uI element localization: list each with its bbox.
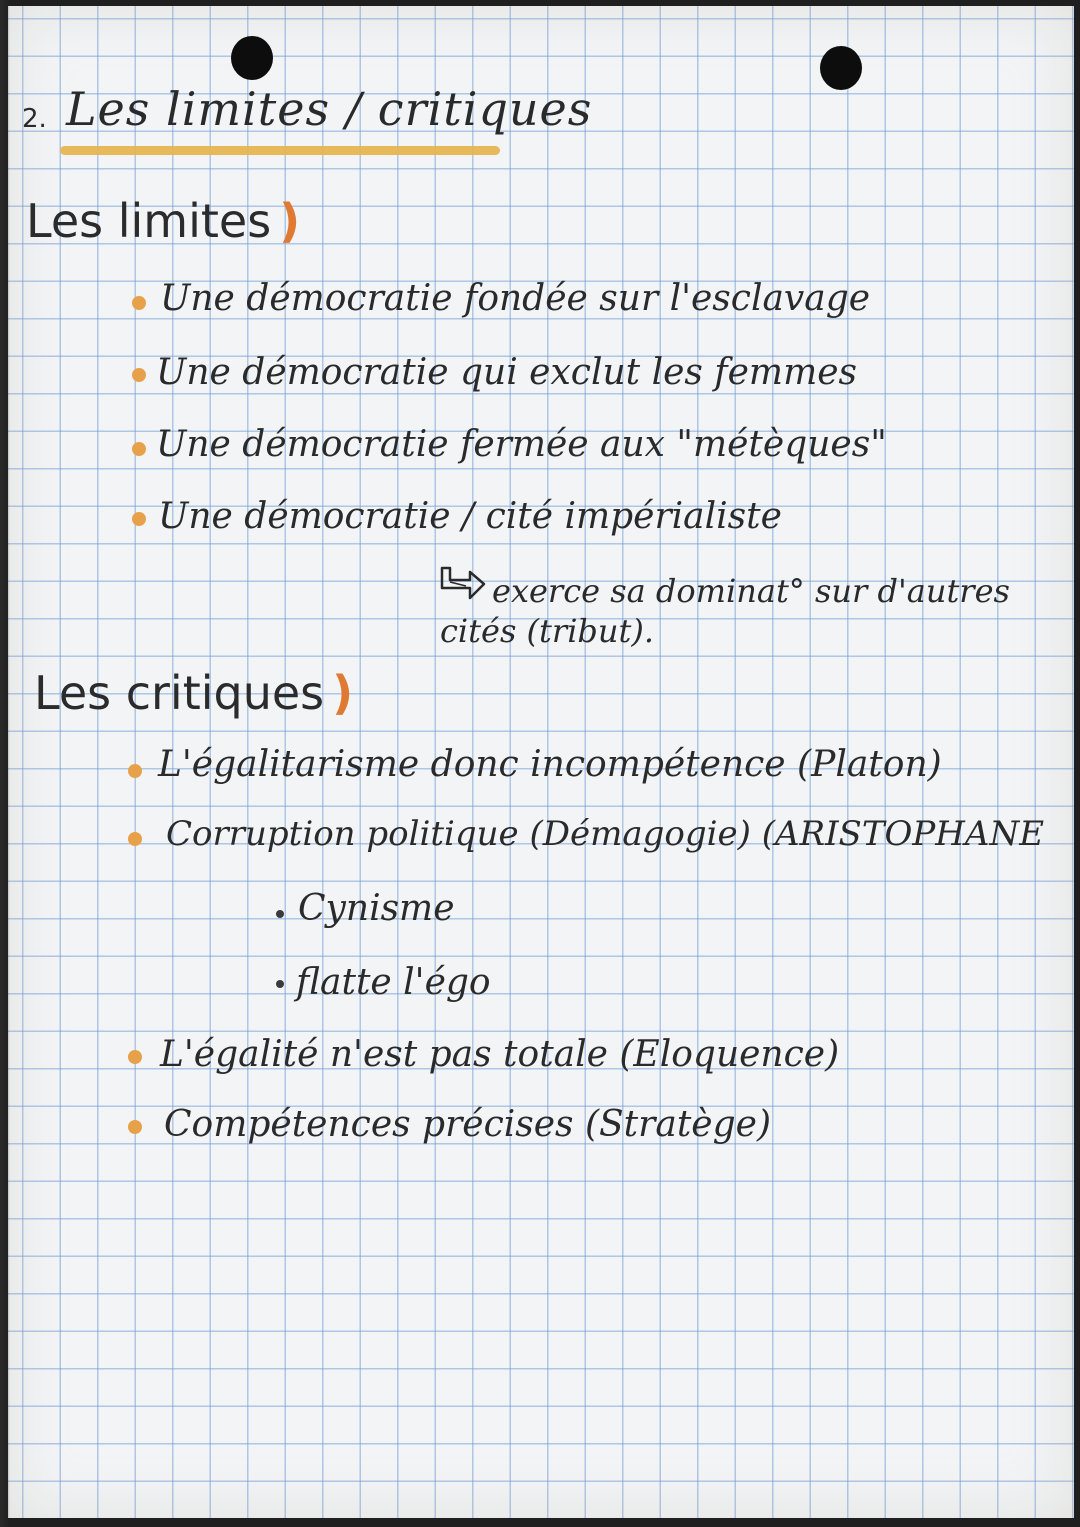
- bullet-dot: [132, 368, 146, 382]
- punch-hole-left: [231, 36, 273, 80]
- section-title-critiques-text: Les critiques: [34, 666, 325, 720]
- section-title-critiques: [34, 666, 353, 720]
- sub-bullet-dot: [276, 910, 284, 918]
- bullet-dot: [128, 764, 142, 778]
- section-title-limites: [26, 194, 300, 248]
- title-highlight: [60, 146, 500, 155]
- scan-edge-shadow: [0, 0, 10, 1527]
- section-title-limites-text: Les limites: [26, 194, 272, 248]
- arrow-icon: [436, 566, 488, 604]
- punch-hole-right: [820, 46, 862, 90]
- sub-bullet-dot: [276, 980, 284, 988]
- list-item-critique-4: Compétences précises (Stratège): [164, 1104, 771, 1145]
- list-item-critique-3: L'égalité n'est pas totale (Eloquence): [160, 1034, 840, 1075]
- list-item-limite-2: Une démocratie qui exclut les femmes: [156, 352, 857, 393]
- bullet-dot: [132, 442, 146, 456]
- bullet-dot: [128, 1050, 142, 1064]
- list-item-limite-1: Une démocratie fondée sur l'esclavage: [160, 278, 871, 319]
- list-item-critique-2: Corruption politique (Démagogie) (ARISTOPHANE: [166, 814, 1045, 854]
- page-title: Les limites / critiques: [66, 82, 593, 136]
- list-item-limite-4: Une démocratie / cité impérialiste: [158, 496, 782, 537]
- sub-item-flatte-lego: flatte l'égo: [296, 962, 491, 1003]
- bullet-dot: [128, 1120, 142, 1134]
- bullet-dot: [132, 296, 146, 310]
- list-item-limite-3: Une démocratie fermée aux "métèques": [156, 424, 887, 465]
- notebook-page: [8, 6, 1074, 1518]
- bullet-dot: [128, 832, 142, 846]
- sub-item-cynisme: Cynisme: [298, 888, 455, 929]
- section-paren: ): [332, 666, 354, 720]
- section-paren: ): [279, 194, 301, 248]
- bullet-dot: [132, 512, 146, 526]
- note-line-2: cités (tribut).: [440, 612, 655, 650]
- list-item-critique-1: L'égalitarisme donc incompétence (Platon): [158, 744, 942, 785]
- note-line-1: exerce sa dominat° sur d'autres: [492, 572, 1010, 610]
- heading-number: 2.: [22, 104, 47, 134]
